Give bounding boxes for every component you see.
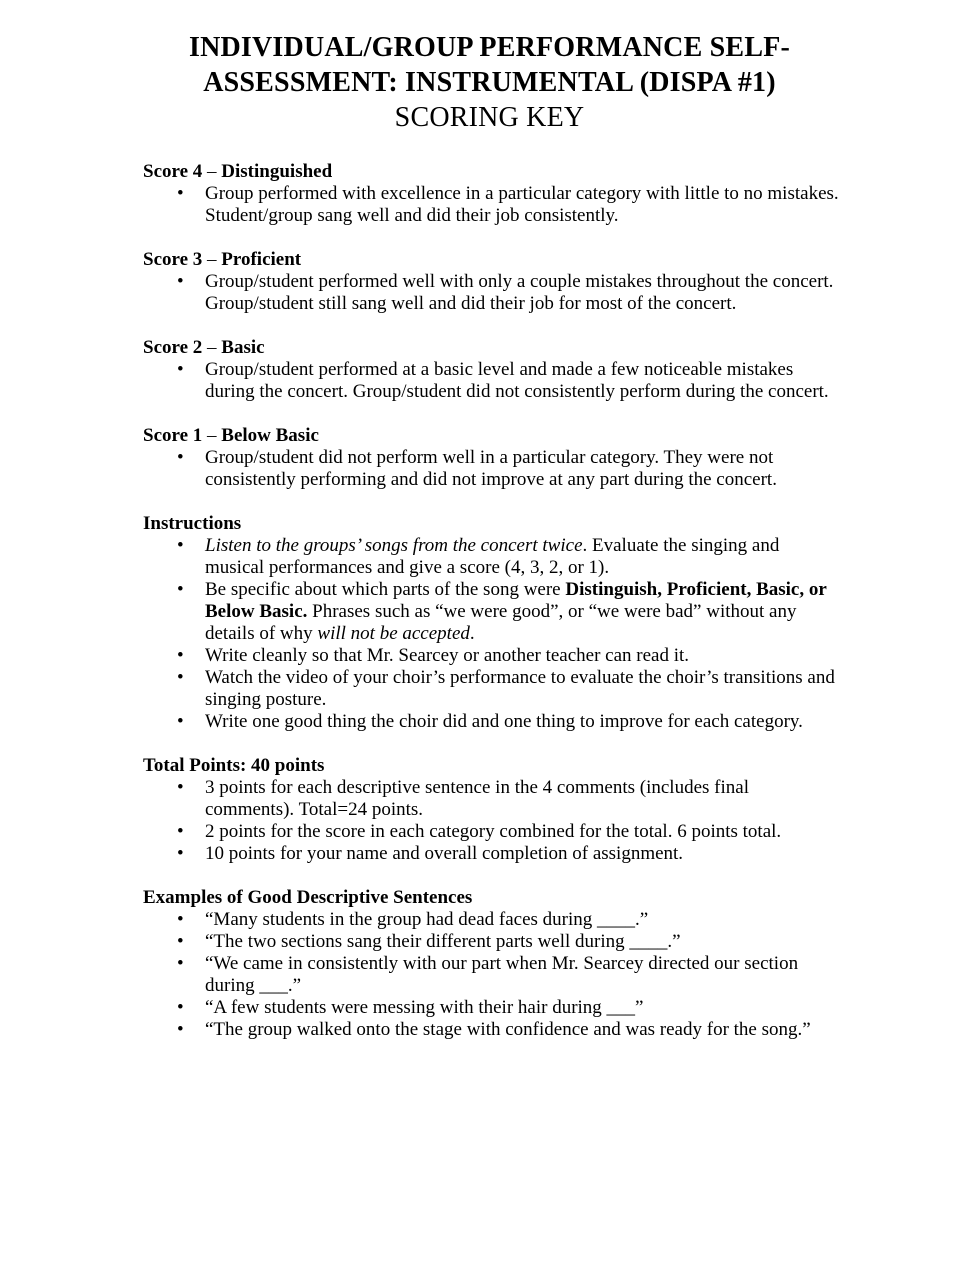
bullet-list xyxy=(143,535,841,733)
bullet-item xyxy=(143,359,841,403)
bullet-item xyxy=(143,271,841,315)
text-run: Score 2 xyxy=(143,337,203,358)
text-run: – xyxy=(202,161,222,182)
text-run: “A few students were messing with their hair during ___” xyxy=(205,997,644,1018)
bullet-item xyxy=(143,667,841,711)
bullet-item xyxy=(143,183,841,227)
text-run: will not be accepted xyxy=(317,623,470,644)
text-run: Group performed with excellence in a particular category with little to no mistakes. Student/group sang well and did their job consistently. xyxy=(205,183,839,226)
text-run: “The group walked onto the stage with confidence and was ready for the song.” xyxy=(205,1019,811,1040)
bullet-item xyxy=(143,535,841,579)
section xyxy=(143,161,841,227)
section xyxy=(143,249,841,315)
text-run: Total Points: 40 points xyxy=(143,755,325,776)
title-line-3: SCORING KEY xyxy=(394,102,585,133)
text-run: Group/student performed at a basic level and made a few noticeable mistakes during the concert. Group/student did not consistently perform during the concert. xyxy=(205,359,829,402)
text-run: Be specific about which parts of the song were xyxy=(205,579,566,600)
bullet-item xyxy=(143,447,841,491)
bullet-item xyxy=(143,909,841,931)
section-heading xyxy=(143,425,841,447)
text-run: – xyxy=(202,249,222,270)
text-run: – xyxy=(202,337,222,358)
text-run: 10 points for your name and overall completion of assignment. xyxy=(205,843,684,864)
section-heading xyxy=(143,161,841,183)
text-run: Distinguished xyxy=(221,161,333,182)
section xyxy=(143,513,841,733)
text-run: “We came in consistently with our part when Mr. Searcey directed our section during ___.” xyxy=(205,953,799,996)
text-run: Group/student performed well with only a couple mistakes throughout the concert. Group/student still sang well and did their job for most of the concert. xyxy=(205,271,834,314)
text-run: Watch the video of your choir’s performance to evaluate the choir’s transitions and singing posture. xyxy=(205,667,835,710)
text-run: 3 points for each descriptive sentence in the 4 comments (includes final comments). Total=24 points. xyxy=(205,777,749,820)
text-run: Basic xyxy=(221,337,265,358)
text-run: Distinguish, Proficient, Basic, or Below Basic. xyxy=(205,579,827,622)
bullet-list xyxy=(143,183,841,227)
section-heading xyxy=(143,249,841,271)
section xyxy=(143,337,841,403)
text-run: Instructions xyxy=(143,513,242,534)
bullet-item xyxy=(143,997,841,1019)
bullet-item xyxy=(143,1019,841,1041)
bullet-list xyxy=(143,359,841,403)
text-run: Listen to the groups’ songs from the concert twice xyxy=(205,535,583,556)
bullet-list xyxy=(143,447,841,491)
section xyxy=(143,887,841,1041)
bullet-item xyxy=(143,931,841,953)
text-run: Phrases such as “we were good”, or “we were bad” without any details of why xyxy=(205,601,797,644)
text-run: – xyxy=(202,425,222,446)
section xyxy=(143,755,841,865)
text-run: 2 points for the score in each category combined for the total. 6 points total. xyxy=(205,821,782,842)
text-run: Write one good thing the choir did and one thing to improve for each category. xyxy=(205,711,803,732)
bullet-item xyxy=(143,821,841,843)
title-line-1: INDIVIDUAL/GROUP PERFORMANCE SELF- xyxy=(188,32,791,63)
bullet-list xyxy=(143,777,841,865)
text-run: Score 4 xyxy=(143,161,203,182)
text-run: Score 3 xyxy=(143,249,203,270)
section xyxy=(143,425,841,491)
text-run: Proficient xyxy=(221,249,302,270)
section-heading xyxy=(143,755,841,777)
document-body xyxy=(143,161,841,1041)
section-heading xyxy=(143,513,841,535)
bullet-list xyxy=(143,909,841,1041)
text-run: Below Basic xyxy=(221,425,319,446)
bullet-item xyxy=(143,777,841,821)
bullet-item xyxy=(143,579,841,645)
text-run: “The two sections sang their different parts well during ____.” xyxy=(205,931,681,952)
bullet-item xyxy=(143,843,841,865)
bullet-item xyxy=(143,645,841,667)
document-title xyxy=(0,0,979,135)
text-run: Group/student did not perform well in a particular category. They were not consistently performing and did not improve at any part during the concert. xyxy=(205,447,777,490)
bullet-item xyxy=(143,711,841,733)
text-run: Score 1 xyxy=(143,425,203,446)
text-run: . Evaluate the singing and musical performances and give a score (4, 3, 2, or 1). xyxy=(205,535,780,578)
bullet-item xyxy=(143,953,841,997)
bullet-list xyxy=(143,271,841,315)
text-run: . xyxy=(469,623,475,644)
title-line-2: ASSESSMENT: INSTRUMENTAL (DISPA #1) xyxy=(203,67,776,98)
section-heading xyxy=(143,337,841,359)
text-run: Examples of Good Descriptive Sentences xyxy=(143,887,473,908)
section-heading xyxy=(143,887,841,909)
text-run: Write cleanly so that Mr. Searcey or another teacher can read it. xyxy=(205,645,690,666)
text-run: “Many students in the group had dead faces during ____.” xyxy=(205,909,649,930)
